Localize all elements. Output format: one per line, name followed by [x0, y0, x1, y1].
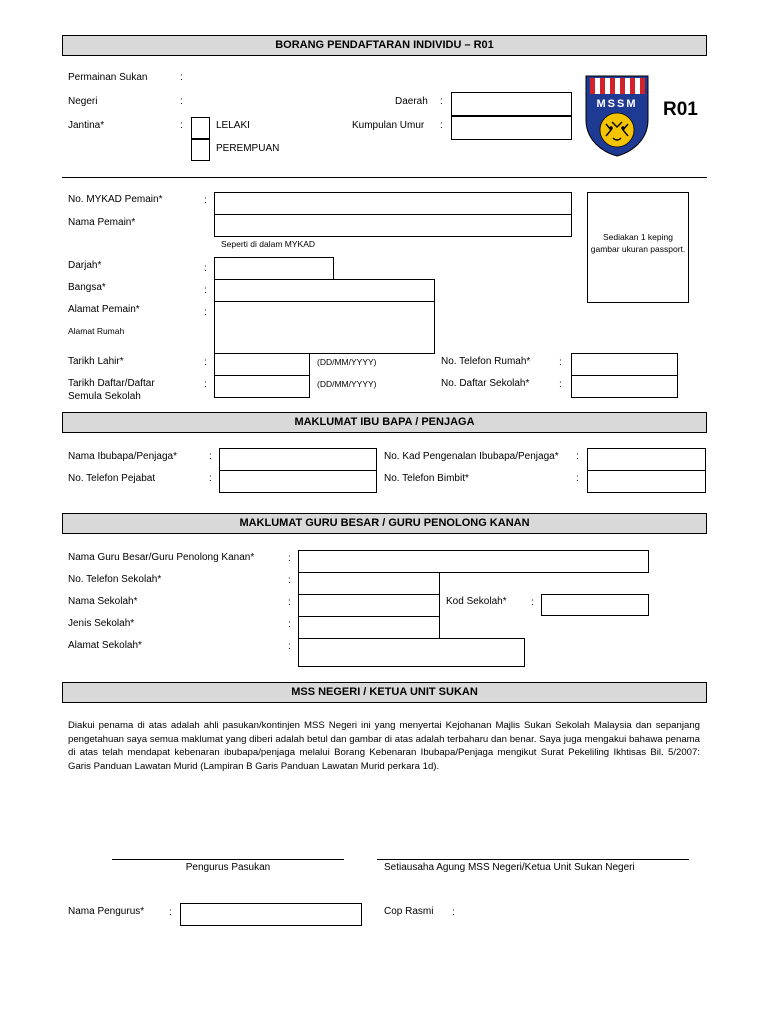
- colon: :: [180, 96, 183, 107]
- colon: :: [559, 379, 562, 390]
- colon: :: [452, 907, 455, 918]
- colon: :: [180, 72, 183, 83]
- label-bangsa: Bangsa*: [68, 282, 106, 293]
- input-tarikh-daftar[interactable]: [214, 375, 310, 398]
- input-bangsa[interactable]: [214, 279, 435, 302]
- colon: :: [209, 451, 212, 462]
- label-nama-ibubapa: Nama Ibubapa/Penjaga*: [68, 451, 177, 462]
- colon: :: [440, 120, 443, 131]
- colon: :: [204, 307, 207, 318]
- label-tarikh-lahir: Tarikh Lahir*: [68, 356, 124, 367]
- input-mykad[interactable]: [214, 192, 572, 215]
- label-jenis-sekolah: Jenis Sekolah*: [68, 618, 135, 629]
- input-kod-sekolah[interactable]: [541, 594, 649, 616]
- label-kumpulan-umur: Kumpulan Umur: [352, 120, 425, 131]
- input-tarikh-lahir[interactable]: [214, 353, 310, 376]
- label-negeri: Negeri: [68, 96, 98, 107]
- label-alamat-sekolah: Alamat Sekolah*: [68, 640, 142, 651]
- label-nama-guru: Nama Guru Besar/Guru Penolong Kanan*: [68, 552, 255, 563]
- section-mss-header: MSS NEGERI / KETUA UNIT SUKAN: [62, 682, 707, 703]
- input-tel-rumah[interactable]: [571, 353, 678, 376]
- label-kod-sekolah: Kod Sekolah*: [446, 596, 507, 607]
- colon: :: [576, 451, 579, 462]
- logo-text: MSSM: [596, 98, 638, 110]
- colon: :: [204, 263, 207, 274]
- label-permainan-sukan: Permainan Sukan: [68, 72, 148, 83]
- section-ibubapa-header: MAKLUMAT IBU BAPA / PENJAGA: [62, 412, 707, 433]
- input-no-daftar[interactable]: [571, 375, 678, 398]
- label-nama-pemain: Nama Pemain*: [68, 217, 136, 228]
- label-tel-pejabat: No. Telefon Pejabat: [68, 473, 156, 484]
- input-jenis-sekolah[interactable]: [298, 616, 440, 639]
- colon: :: [180, 120, 183, 131]
- section-guru-header: MAKLUMAT GURU BESAR / GURU PENOLONG KANAN: [62, 513, 707, 534]
- colon: :: [209, 473, 212, 484]
- colon: :: [559, 357, 562, 368]
- photo-note: Sediakan 1 keping gambar ukuran passport.: [590, 232, 686, 254]
- input-nama-ibubapa[interactable]: [219, 448, 377, 471]
- declaration-text: Diakui penama di atas adalah ahli pasukan/kontinjen MSS Negeri ini yang menyertai Kejohanan Majlis Sukan Sekolah Malaysia dan sepanjang pengetahuan saya semua maklumat yang diberi adalah betul dan gambar di atas adalah terbaharu dan benar. Saya juga mengakui bahawa penama di atas telah mendapat kebenaran ibubapa/penjaga melalui Borang Kebenaran Ibubapa/Penjaga mengikut Surat Pekeliling Ikhtisas Bil. 5/2007: Garis Panduan Lawatan Murid (Lampiran B Garis Panduan Lawatan Murid perkara 1d).: [68, 720, 700, 772]
- label-tel-bimbit: No. Telefon Bimbit*: [384, 473, 469, 484]
- label-cop-rasmi: Cop Rasmi: [384, 906, 434, 917]
- input-kad-ibubapa[interactable]: [587, 448, 706, 471]
- label-alamat-pemain: Alamat Pemain*: [68, 304, 140, 315]
- colon: :: [204, 379, 207, 390]
- label-no-daftar: No. Daftar Sekolah*: [441, 378, 530, 389]
- form-title: BORANG PENDAFTARAN INDIVIDU – R01: [62, 35, 707, 56]
- input-kumpulan-umur[interactable]: [451, 116, 572, 140]
- colon: :: [288, 641, 291, 652]
- label-tel-rumah: No. Telefon Rumah*: [441, 356, 531, 367]
- label-setiausaha: Setiausaha Agung MSS Negeri/Ketua Unit Sukan Negeri: [384, 862, 635, 873]
- colon: :: [288, 619, 291, 630]
- colon: :: [288, 575, 291, 586]
- input-tel-sekolah[interactable]: [298, 572, 440, 595]
- label-kad-ibubapa: No. Kad Pengenalan Ibubapa/Penjaga*: [384, 451, 559, 462]
- input-nama-sekolah[interactable]: [298, 594, 440, 617]
- label-tel-sekolah: No. Telefon Sekolah*: [68, 574, 162, 585]
- colon: :: [169, 907, 172, 918]
- form-code: R01: [663, 99, 698, 120]
- label-pengurus-pasukan: Pengurus Pasukan: [185, 862, 271, 873]
- input-tel-pejabat[interactable]: [219, 470, 377, 493]
- input-alamat-pemain[interactable]: [214, 301, 435, 354]
- input-nama-pemain[interactable]: [214, 214, 572, 237]
- date-format: (DD/MM/YYYY): [317, 357, 377, 367]
- input-tel-bimbit[interactable]: [587, 470, 706, 493]
- colon: :: [288, 597, 291, 608]
- colon: :: [531, 597, 534, 608]
- input-nama-pengurus[interactable]: [180, 903, 362, 926]
- colon: :: [204, 285, 207, 296]
- mssm-logo-icon: [584, 74, 650, 158]
- divider: [62, 177, 707, 178]
- input-daerah[interactable]: [451, 92, 572, 116]
- label-tarikh-daftar: Tarikh Daftar/Daftar: [68, 378, 155, 389]
- label-jantina: Jantina*: [68, 120, 105, 131]
- label-mykad: No. MYKAD Pemain*: [68, 194, 163, 205]
- signature-line-setiausaha: [377, 859, 689, 860]
- label-darjah: Darjah*: [68, 260, 102, 271]
- colon: :: [204, 195, 207, 206]
- label-tarikh-daftar-2: Semula Sekolah: [68, 391, 141, 402]
- colon: :: [288, 553, 291, 564]
- checkbox-perempuan[interactable]: [191, 139, 210, 161]
- photo-placeholder: [587, 192, 689, 303]
- colon: :: [576, 473, 579, 484]
- colon: :: [440, 96, 443, 107]
- label-nama-sekolah: Nama Sekolah*: [68, 596, 138, 607]
- label-daerah: Daerah: [395, 96, 428, 107]
- input-darjah[interactable]: [214, 257, 334, 280]
- nama-hint: Seperti di dalam MYKAD: [221, 239, 316, 249]
- label-lelaki: LELAKI: [216, 120, 250, 131]
- colon: :: [204, 357, 207, 368]
- signature-line-pengurus: [112, 859, 344, 860]
- label-nama-pengurus: Nama Pengurus*: [68, 906, 145, 917]
- checkbox-lelaki[interactable]: [191, 117, 210, 139]
- date-format: (DD/MM/YYYY): [317, 379, 377, 389]
- input-nama-guru[interactable]: [298, 550, 649, 573]
- input-alamat-sekolah[interactable]: [298, 638, 525, 667]
- label-perempuan: PEREMPUAN: [216, 143, 280, 154]
- label-alamat-rumah: Alamat Rumah: [68, 326, 125, 336]
